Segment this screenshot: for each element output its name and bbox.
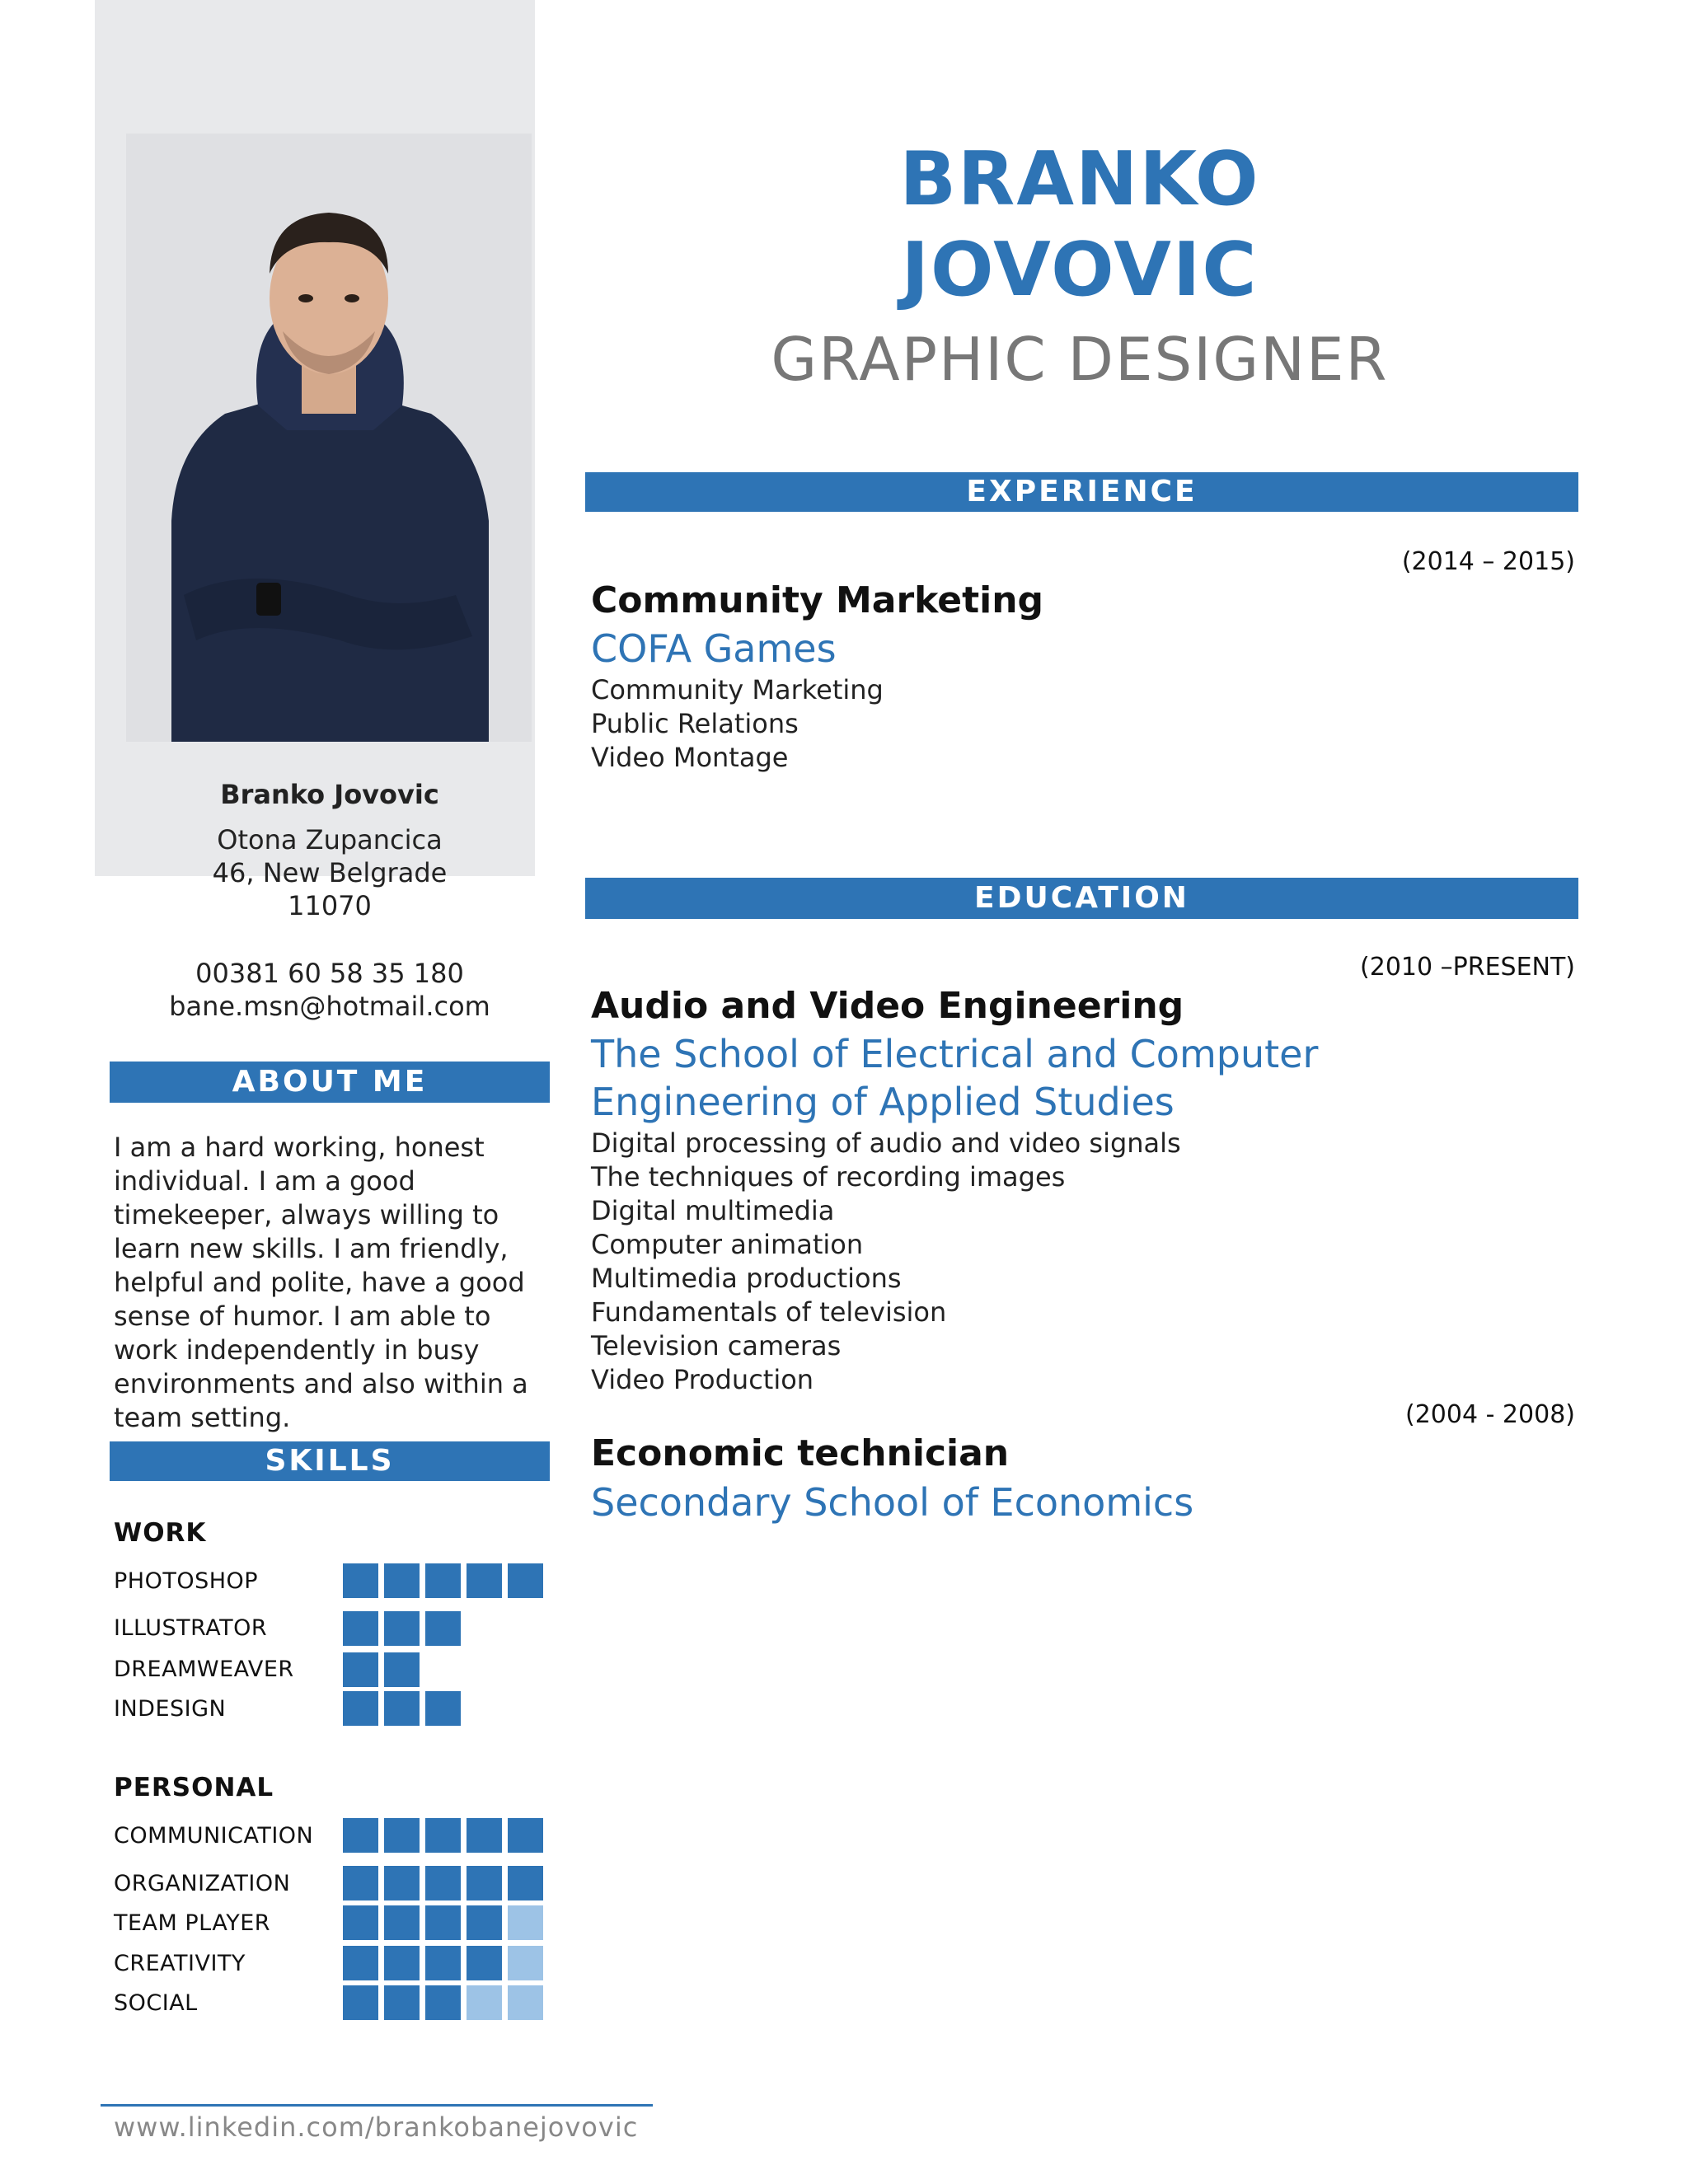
skill-square-filled xyxy=(467,1866,502,1900)
skill-square-filled xyxy=(343,1611,378,1646)
experience-duties xyxy=(591,673,884,775)
skill-square-filled xyxy=(467,1563,502,1598)
education-school-2: Secondary School of Economics xyxy=(591,1480,1194,1525)
course-item: Digital multimedia xyxy=(591,1195,835,1226)
about-me-text xyxy=(114,1131,551,1435)
skill-label: COMMUNICATION xyxy=(114,1823,314,1849)
job-role: GRAPHIC DESIGNER xyxy=(771,325,1389,394)
skill-square-filled xyxy=(384,1985,420,2020)
course-item: The techniques of recording images xyxy=(591,1161,1066,1193)
profile-photo xyxy=(126,134,532,742)
skill-square-filled xyxy=(384,1611,420,1646)
about-line: work independently in busy xyxy=(114,1334,480,1366)
skill-rating xyxy=(343,1866,543,1900)
skill-square-filled xyxy=(343,1985,378,2020)
course-item: Fundamentals of television xyxy=(591,1296,947,1328)
address-line-1: Otona Zupancica xyxy=(217,824,443,855)
skill-square-filled xyxy=(425,1818,461,1853)
skill-square-filled xyxy=(467,1818,502,1853)
about-line: helpful and polite, have a good xyxy=(114,1267,525,1298)
education-date-1: (2010 –PRESENT) xyxy=(1360,953,1575,982)
course-item: Digital processing of audio and video signals xyxy=(591,1127,1181,1159)
skill-square-filled xyxy=(508,1563,543,1598)
skill-square-filled xyxy=(343,1866,378,1900)
skill-label: DREAMWEAVER xyxy=(114,1657,294,1682)
course-item: Video Production xyxy=(591,1364,814,1395)
about-line: learn new skills. I am friendly, xyxy=(114,1233,509,1264)
postal-code: 11070 xyxy=(288,890,372,921)
skill-rating xyxy=(343,1818,543,1853)
skill-square-filled xyxy=(343,1905,378,1940)
skill-square-filled xyxy=(508,1866,543,1900)
skill-rating xyxy=(343,1611,461,1646)
skill-rating xyxy=(343,1563,543,1598)
skill-square-empty xyxy=(508,1946,543,1980)
education-heading: EDUCATION xyxy=(585,878,1578,919)
linkedin-link[interactable]: www.linkedin.com/brankobanejovovic xyxy=(114,2111,639,2143)
skill-square-filled xyxy=(425,1563,461,1598)
skill-label: SOCIAL xyxy=(114,1990,198,2016)
education-date-2: (2004 - 2008) xyxy=(1404,1400,1575,1429)
skill-label: CREATIVITY xyxy=(114,1951,246,1976)
about-line: environments and also within a xyxy=(114,1368,528,1399)
education-courses xyxy=(591,1127,1181,1397)
skill-rating xyxy=(343,1985,543,2020)
about-line: sense of humor. I am able to xyxy=(114,1301,491,1332)
address-line-2: 46, New Belgrade xyxy=(212,857,448,888)
about-line: timekeeper, always willing to xyxy=(114,1199,499,1230)
work-skills-label: WORK xyxy=(114,1518,207,1548)
duty-item: Community Marketing xyxy=(591,674,884,705)
skill-label: ORGANIZATION xyxy=(114,1871,291,1896)
skill-square-filled xyxy=(343,1818,378,1853)
skill-square-filled xyxy=(343,1946,378,1980)
skill-square-filled xyxy=(467,1946,502,1980)
education-school-1 xyxy=(591,1030,1318,1126)
course-item: Computer animation xyxy=(591,1229,864,1260)
first-name: BRANKO xyxy=(899,136,1260,223)
skill-square-filled xyxy=(384,1905,420,1940)
skill-rating xyxy=(343,1905,543,1940)
experience-organization: COFA Games xyxy=(591,626,837,671)
course-item: Multimedia productions xyxy=(591,1263,902,1294)
about-line: individual. I am a good xyxy=(114,1165,415,1197)
phone-number: 00381 60 58 35 180 xyxy=(195,958,464,989)
experience-heading: EXPERIENCE xyxy=(585,472,1578,512)
about-me-heading: ABOUT ME xyxy=(110,1062,550,1103)
email-address: bane.msn@hotmail.com xyxy=(169,991,490,1022)
skill-square-filled xyxy=(384,1818,420,1853)
skill-square-filled xyxy=(343,1652,378,1687)
experience-title: Community Marketing xyxy=(591,579,1044,621)
skill-square-filled xyxy=(384,1563,420,1598)
about-line: team setting. xyxy=(114,1402,291,1433)
skill-square-empty xyxy=(508,1985,543,2020)
skill-square-filled xyxy=(384,1946,420,1980)
about-line: I am a hard working, honest xyxy=(114,1132,485,1163)
skill-label: PHOTOSHOP xyxy=(114,1568,259,1594)
skill-square-filled xyxy=(384,1866,420,1900)
skill-rating xyxy=(343,1652,420,1687)
duty-item: Public Relations xyxy=(591,708,799,739)
skill-square-filled xyxy=(343,1691,378,1726)
education-title-2: Economic technician xyxy=(591,1432,1010,1474)
education-title-1: Audio and Video Engineering xyxy=(591,985,1184,1027)
skill-label: INDESIGN xyxy=(114,1696,227,1722)
skills-heading: SKILLS xyxy=(110,1441,550,1481)
personal-skills-label: PERSONAL xyxy=(114,1773,274,1802)
skill-square-filled xyxy=(467,1905,502,1940)
skill-square-filled xyxy=(425,1691,461,1726)
skill-square-filled xyxy=(384,1652,420,1687)
skill-square-filled xyxy=(425,1611,461,1646)
skill-label: ILLUSTRATOR xyxy=(114,1615,268,1641)
skill-label: TEAM PLAYER xyxy=(114,1910,271,1936)
school-name-line: The School of Electrical and Computer xyxy=(591,1032,1319,1076)
skill-square-filled xyxy=(425,1985,461,2020)
skill-rating xyxy=(343,1946,543,1980)
skill-square-empty xyxy=(467,1985,502,2020)
school-name-line: Engineering of Applied Studies xyxy=(591,1080,1175,1124)
last-name: JOVOVIC xyxy=(901,227,1259,313)
skill-square-filled xyxy=(384,1691,420,1726)
footer-divider xyxy=(101,2104,653,2107)
course-item: Television cameras xyxy=(591,1330,842,1361)
skill-square-filled xyxy=(343,1563,378,1598)
skill-square-filled xyxy=(425,1905,461,1940)
skill-rating xyxy=(343,1691,461,1726)
skill-square-filled xyxy=(425,1946,461,1980)
experience-date: (2014 – 2015) xyxy=(1401,547,1575,576)
skill-square-filled xyxy=(508,1818,543,1853)
skill-square-empty xyxy=(508,1905,543,1940)
contact-name: Branko Jovovic xyxy=(220,779,439,810)
duty-item: Video Montage xyxy=(591,742,789,773)
skill-square-filled xyxy=(425,1866,461,1900)
